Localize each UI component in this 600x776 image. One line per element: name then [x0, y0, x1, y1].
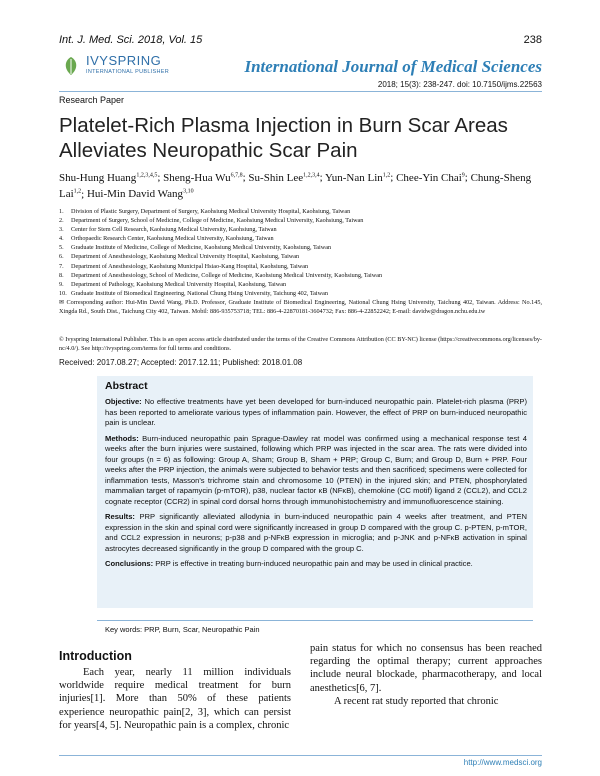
publisher-subtitle: INTERNATIONAL PUBLISHER — [86, 69, 169, 75]
publisher-name: IVYSPRING — [86, 53, 162, 68]
abstract-conclusions: Conclusions: PRP is effective in treating burn-induced neuropathic pain and may be used in clinical practice. — [105, 559, 473, 568]
license-statement: © Ivyspring International Publisher. This is an open access article distributed under the terms of the Creative Commons Attribution (CC BY-NC) license (https://creativecommons.org/licenses/by-nc/4.0/). See http://ivyspring.com/terms for full terms and conditions. — [59, 336, 542, 352]
introduction-col1: Each year, nearly 11 million individuals worldwide require medical treatment for burn injuries[1]. More than 50% of these patients experience neuropathic pain[2, 3], which can persist for years[4, 5]. Neuropathic pain is a complex, chronic — [59, 667, 291, 731]
author: Sheng-Hua Wu$^{6,7,8}$ — [163, 171, 243, 184]
affiliation-item: 7. Department of Anesthesiology, Kaohsiung Municipal Hsiao-Kang Hospital, Kaohsiung, Taiwan — [59, 262, 309, 270]
footer-url[interactable]: http://www.medsci.org — [463, 758, 542, 767]
article-type: Research Paper — [59, 95, 125, 105]
affiliation-item: 3. Center for Stem Cell Research, Kaohsiung Medical University, Kaohsiung, Taiwan — [59, 226, 277, 234]
abstract-results: Results: PRP significantly alleviated allodynia in burn-induced neuropathic pain 4 weeks after treatment, and PTEN expression in the skin and spinal cord were significantly increased in group D compared with the group C. p-PTEN, p-mTOR, and CCL2 expression in neurons; p-p38 and p-NFκB expression in microglia; and p-JNK and p-NFκB activation in spinal astrocytes decreased significantly in the group D compared with the group C. — [105, 512, 527, 553]
author: Hui-Min David Wang$^{3,10}$ — [86, 188, 194, 201]
article-title: Platelet-Rich Plasma Injection in Burn Scar Areas Alleviates Neuropathic Scar Pain — [59, 114, 508, 162]
introduction-col2-p1: pain status for which no consensus has been reached regarding the optimal therapy; current approaches include neural blockade, pharmacotherapy, and local anesthetics[6, 7]. — [310, 643, 542, 694]
corresponding-author: ✉ Corresponding author: Hui-Min David Wang, Ph.D. Professor, Graduate Institute of Biomedical Engineering, National Chung Hsing University, Taichung 402, Taiwan. Address: No.145, Xingda Rd., South Dist., Taichung City 402, Taiwan. Mobil: 886-935753718; TEL: 886-4-22870181-3604732; Fax: 886-4-22852242; E-mail: davidw@dragon.nchu.edu.tw — [59, 299, 542, 315]
introduction-col2-p2: A recent rat study reported that chronic — [334, 695, 499, 707]
journal-meta: 2018; 15(3): 238-247. doi: 10.7150/ijms.22563 — [377, 80, 542, 89]
affiliation-item: 9. Department of Pathology, Kaohsiung Medical University Hospital, Kaohsiung, Taiwan — [59, 280, 287, 288]
abstract-objective: Objective: No effective treatments have yet been developed for burn-induced neuropathic pain. Platelet-rich plasma (PRP) has been reported to ameliorate various types of inflammation pain. However, the effect of PRP on burn-induced neuropathic pain is unclear. — [105, 397, 527, 427]
author: Su-Shin Lee$^{1,2,3,4}$ — [248, 171, 320, 184]
affiliation-list — [59, 207, 542, 298]
ivyspring-leaf-icon — [60, 55, 82, 77]
affiliation-item: 4. Orthopaedic Research Center, Kaohsiung Medical University, Kaohsiung, Taiwan — [59, 235, 274, 243]
introduction-col2 — [310, 642, 542, 708]
header-rule — [59, 91, 542, 92]
publisher-logo — [60, 53, 210, 81]
keywords-rule — [97, 620, 533, 621]
abstract-body — [105, 397, 527, 575]
footer-rule — [59, 755, 542, 756]
author-list: Shu-Hung Huang$^{1,2,3,4,5}$; Sheng-Hua Wu$^{6,7,8}$; Su-Shin Lee$^{1,2,3,4}$; Yun-Nan Lin$^{1,2}$; Chee-Yin Chai$^9$; Chung-Sheng Lai$^{1,2}$; Hui-Min David Wang$^{3,10}$ — [59, 171, 532, 201]
introduction-heading: Introduction — [59, 649, 132, 663]
page-number: 238 — [523, 34, 542, 46]
abstract-methods: Methods: Burn-induced neuropathic pain Sprague-Dawley rat model was confirmed using a mechanical response test 4 weeks after the burn injuries were sustained, following which PRP was injected in the scar area. The rats were divided into four groups (n = 6) as following: Group A, Sham; Group B, Sham + PRP; Group C, Burn; and Group D, Burn + PRP. Four weeks after the PRP injection, the animals were subjected to behavior tests and then sacrificed; specimens were collected for inflammation tests, Masson's trichrome stain and chromosome 10 (PTEN) in the injured skin; and PTEN, phosphorylated mammalian target of rapamycin (p-mTOR), p38, nuclear factor κB (NFκB), chemokine (CC motif) ligand 2 (CCL2), and CCL2 cognate receptor (CCR2) in spinal cord dorsal horns through immunohistochemistry and immunofluorescence staining. — [105, 433, 527, 506]
affiliation-item: 6. Department of Anesthesiology, Kaohsiung Medical University Hospital, Kaohsiung, Taiwan — [59, 253, 300, 261]
author: Yun-Nan Lin$^{1,2}$ — [325, 171, 391, 184]
affiliation-item: 2. Department of Surgery, School of Medicine, College of Medicine, Kaohsiung Medical University, Kaohsiung, Taiwan — [59, 217, 364, 225]
affiliation-item: 10. Graduate Institute of Biomedical Engineering, National Chung Hsing University, Taichung 402, Taiwan — [59, 289, 328, 297]
abstract-heading: Abstract — [105, 380, 148, 392]
affiliation-item: 5. Graduate Institute of Medicine, College of Medicine, Kaohsiung Medical University, Kaohsiung, Taiwan — [59, 244, 332, 252]
affiliation-item: 1. Division of Plastic Surgery, Department of Surgery, Kaohsiung Medical University Hospital, Kaohsiung, Taiwan — [59, 208, 351, 215]
running-header-citation: Int. J. Med. Sci. 2018, Vol. 15 — [59, 34, 203, 46]
affiliation-item: 8. Department of Anesthesiology, School of Medicine, College of Medicine, Kaohsiung Medical University, Kaohsiung, Taiwan — [59, 271, 383, 279]
keywords: Key words: PRP, Burn, Scar, Neuropathic Pain — [105, 625, 260, 634]
author: Shu-Hung Huang$^{1,2,3,4,5}$ — [59, 171, 158, 184]
author: Chung-Sheng Lai$^{1,2}$ — [59, 171, 532, 201]
author: Chee-Yin Chai$^9$ — [396, 171, 465, 184]
article-dates: Received: 2017.08.27; Accepted: 2017.12.11; Published: 2018.01.08 — [59, 358, 303, 367]
journal-title: International Journal of Medical Sciences — [244, 57, 542, 76]
